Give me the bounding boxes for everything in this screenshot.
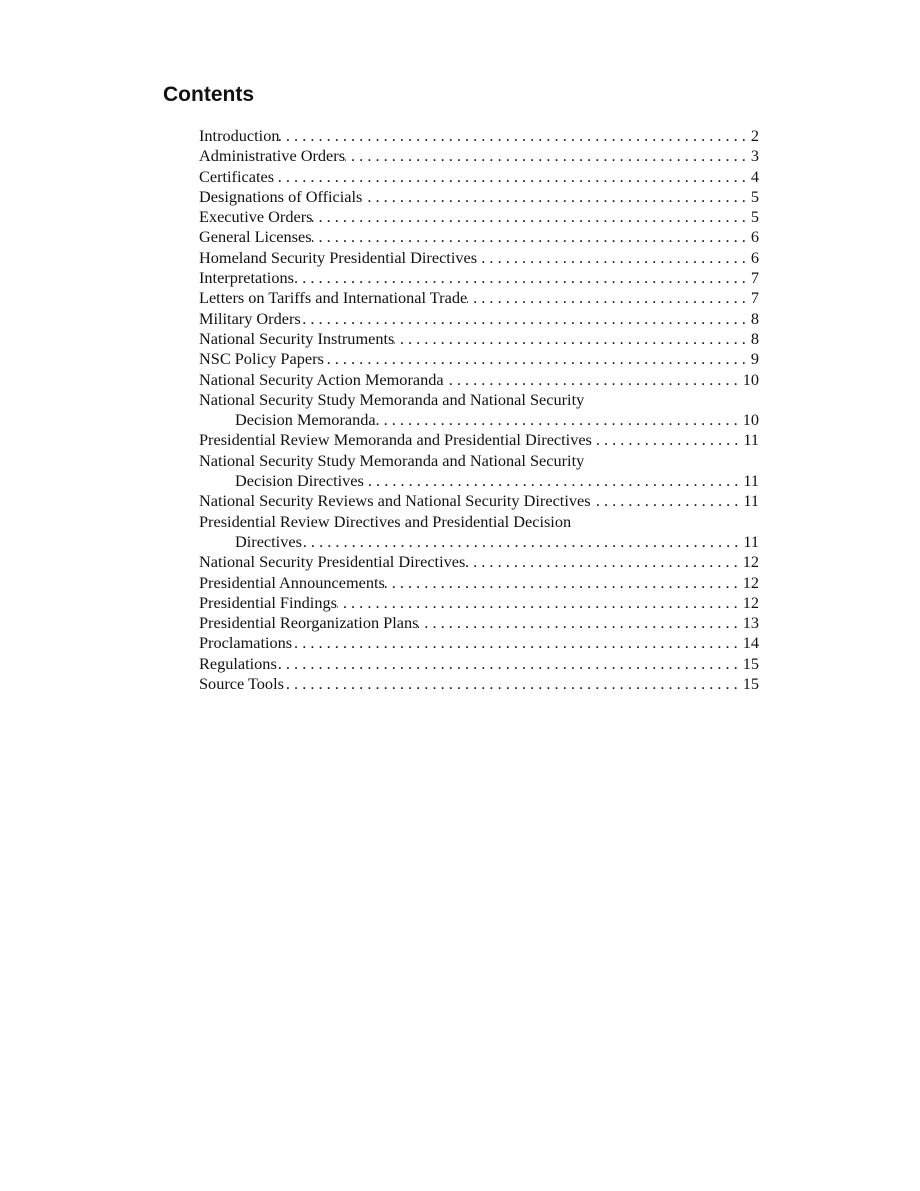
toc-entry-designations-of-officials[interactable] xyxy=(199,187,759,207)
toc-subentry-nsr-nsd[interactable] xyxy=(199,491,759,511)
toc-entry-title: Designations of Officials xyxy=(199,186,363,206)
toc-page-number: 11 xyxy=(743,430,759,450)
toc-page-number: 13 xyxy=(742,613,759,633)
toc-page-number: 9 xyxy=(750,349,759,369)
toc-page-number: 14 xyxy=(742,633,759,653)
toc-entry-title: Introduction xyxy=(199,126,280,145)
toc-page-number: 12 xyxy=(742,592,759,612)
dot-leader xyxy=(444,370,743,390)
toc-entry-administrative-orders[interactable] xyxy=(199,146,759,166)
toc-entry-national-security-instruments[interactable] xyxy=(199,329,759,349)
toc-page-number: 3 xyxy=(750,146,759,166)
toc-subentry-prm-pd[interactable] xyxy=(199,430,759,450)
toc-subentry-prd-pdd[interactable] xyxy=(199,512,759,553)
toc-entry-presidential-announcements[interactable] xyxy=(199,573,759,593)
dot-leader xyxy=(312,207,750,227)
toc-subentry-nssm-nsdm[interactable] xyxy=(199,390,759,431)
toc-page-number: 6 xyxy=(750,247,759,267)
toc-entry-title: Administrative Orders xyxy=(199,146,346,166)
toc-entry-general-licenses[interactable] xyxy=(199,227,759,247)
table-of-contents xyxy=(199,126,759,694)
toc-page-number: 8 xyxy=(750,308,759,328)
toc-entry-presidential-reorganization-plans[interactable] xyxy=(199,613,759,633)
toc-entry-title-line1: National Security Study Memoranda and National Security xyxy=(199,450,585,470)
dot-leader xyxy=(394,329,751,349)
dot-leader xyxy=(592,430,743,450)
toc-entry-title: Source Tools xyxy=(199,674,284,694)
toc-page-number: 11 xyxy=(743,491,759,511)
toc-entry-title: Military Orders xyxy=(199,308,301,328)
toc-page-number: 10 xyxy=(742,369,759,389)
dot-leader xyxy=(294,268,751,288)
toc-subentry-national-security-action-memoranda[interactable] xyxy=(199,370,759,390)
toc-entry-title: National Security Presidential Directives xyxy=(199,552,466,572)
toc-entry-title-line1: Presidential Review Directives and Presidential Decision xyxy=(199,511,572,531)
toc-entry-title: Certificates xyxy=(199,166,275,186)
toc-entry-title: NSC Policy Papers xyxy=(199,349,324,369)
dot-leader xyxy=(279,126,750,146)
toc-page-number: 5 xyxy=(750,207,759,227)
toc-entry-homeland-security-presidential-directives[interactable] xyxy=(199,248,759,268)
toc-page-number: 7 xyxy=(750,268,759,288)
dot-leader xyxy=(345,146,751,166)
toc-page-number: 10 xyxy=(742,410,759,430)
toc-page-number: 4 xyxy=(750,166,759,186)
toc-page-number: 12 xyxy=(742,572,759,592)
toc-page-number: 5 xyxy=(750,186,759,206)
toc-entry-title: Regulations xyxy=(199,653,277,673)
toc-subentry-nspd[interactable] xyxy=(199,552,759,572)
dot-leader xyxy=(274,167,751,187)
toc-subentry-nssm-nsdd[interactable] xyxy=(199,451,759,492)
dot-leader xyxy=(477,248,751,268)
toc-entry-title-line2: Decision Directives xyxy=(235,471,364,491)
toc-entry-interpretations[interactable] xyxy=(199,268,759,288)
toc-entry-certificates[interactable] xyxy=(199,167,759,187)
toc-entry-title: Letters on Tariffs and International Trade xyxy=(199,288,468,308)
toc-entry-title: National Security Instruments xyxy=(199,328,395,348)
dot-leader xyxy=(301,309,751,329)
toc-entry-title: Presidential Announcements xyxy=(199,572,385,592)
dot-leader xyxy=(324,349,751,369)
dot-leader xyxy=(362,187,750,207)
toc-page-number: 8 xyxy=(750,328,759,348)
toc-page-number: 7 xyxy=(750,288,759,308)
dot-leader xyxy=(337,593,743,613)
toc-page-number: 11 xyxy=(743,471,759,491)
toc-entry-title-line2: Directives xyxy=(235,531,302,551)
toc-entry-title: Presidential Findings xyxy=(199,592,337,612)
toc-entry-regulations[interactable] xyxy=(199,654,759,674)
toc-entry-introduction[interactable] xyxy=(199,126,759,146)
toc-page-number: 12 xyxy=(742,552,759,572)
toc-page-number: 2 xyxy=(750,126,759,145)
toc-entry-proclamations[interactable] xyxy=(199,633,759,653)
dot-leader xyxy=(418,613,742,633)
toc-entry-title: Homeland Security Presidential Directives xyxy=(199,247,478,267)
toc-page-number: 11 xyxy=(743,531,759,551)
dot-leader xyxy=(277,654,743,674)
toc-page-number: 15 xyxy=(742,674,759,694)
toc-entry-title: General Licenses xyxy=(199,227,312,247)
toc-entry-military-orders[interactable] xyxy=(199,309,759,329)
dot-leader xyxy=(302,532,743,552)
dot-leader xyxy=(364,471,743,491)
dot-leader xyxy=(292,633,743,653)
toc-page-number: 15 xyxy=(742,653,759,673)
dot-leader xyxy=(591,491,744,511)
toc-entry-title-line1: National Security Study Memoranda and National Security xyxy=(199,389,585,409)
dot-leader xyxy=(312,227,751,247)
toc-page-number: 6 xyxy=(750,227,759,247)
toc-entry-title: Executive Orders xyxy=(199,207,313,227)
toc-entry-presidential-findings[interactable] xyxy=(199,593,759,613)
toc-subentry-nsc-policy-papers[interactable] xyxy=(199,349,759,369)
toc-entry-title-line2: Decision Memoranda xyxy=(235,410,376,430)
dot-leader xyxy=(467,288,751,308)
dot-leader xyxy=(284,674,743,694)
toc-entry-source-tools[interactable] xyxy=(199,674,759,694)
toc-entry-executive-orders[interactable] xyxy=(199,207,759,227)
dot-leader xyxy=(376,410,743,430)
toc-entry-title: Interpretations xyxy=(199,268,294,288)
toc-entry-title: Presidential Review Memoranda and Presidential Directives xyxy=(199,430,592,450)
page-title: Contents xyxy=(163,83,254,106)
dot-leader xyxy=(465,552,742,572)
toc-entry-title: Proclamations xyxy=(199,633,293,653)
toc-entry-letters-on-tariffs[interactable] xyxy=(199,288,759,308)
toc-entry-title: Presidential Reorganization Plans xyxy=(199,613,419,633)
toc-entry-title: National Security Action Memoranda xyxy=(199,369,444,389)
toc-entry-title: National Security Reviews and National Security Directives xyxy=(199,491,591,511)
dot-leader xyxy=(385,573,743,593)
